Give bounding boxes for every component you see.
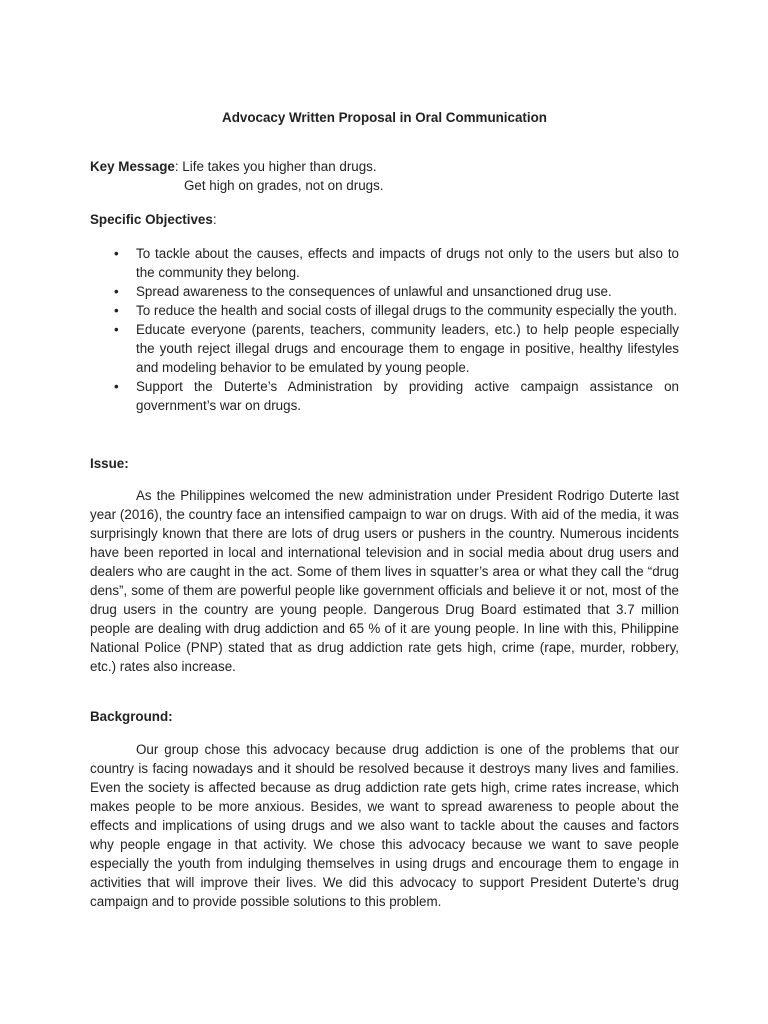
objective-text: Spread awareness to the consequences of unlawful and unsanctioned drug use. bbox=[136, 284, 612, 299]
document-page bbox=[90, 0, 679, 1024]
issue-paragraph: As the Philippines welcomed the new administration under President Rodrigo Duterte last year (2016), the country face an intensified campaign to war on drugs. With aid of the media, it was surprisingly known that there are lots of drug users or pushers in the country. Numerous incidents have been reported in local and international television and in social media about drug users and dealers who are caught in the act. Some of them lives in squatter’s area or what they call the “drug dens”, some of them are powerful people like government officials and believe it or not, most of the drug users in the country are young people. Dangerous Drug Board estimated that 3.7 million people are dealing with drug addiction and 65 % of it are young people. In line with this, Philippine National Police (PNP) stated that as drug addiction rate gets high, crime (rape, murder, robbery, etc.) rates also increase. bbox=[90, 488, 679, 674]
background-heading: Background: bbox=[90, 709, 173, 724]
document-title: Advocacy Written Proposal in Oral Communication bbox=[222, 110, 547, 125]
objectives-heading bbox=[90, 210, 217, 229]
objective-item bbox=[90, 244, 679, 282]
objectives-heading-text: Specific Objectives bbox=[90, 212, 213, 227]
bullet-icon: • bbox=[114, 284, 119, 299]
objective-item bbox=[90, 377, 679, 415]
key-message-text-1: : Life takes you higher than drugs. bbox=[174, 159, 377, 174]
bullet-icon: • bbox=[114, 379, 119, 394]
key-message-text-2: Get high on grades, not on drugs. bbox=[184, 178, 384, 193]
key-message-label: Key Message bbox=[90, 159, 175, 174]
key-message-line-1 bbox=[90, 157, 679, 176]
objectives-list bbox=[90, 244, 679, 415]
key-message-section bbox=[90, 157, 679, 195]
objective-item bbox=[90, 320, 679, 377]
bullet-icon: • bbox=[114, 303, 119, 318]
objective-text: To tackle about the causes, effects and impacts of drugs not only to the users but also to the community they belong. bbox=[136, 246, 679, 280]
objective-text: To reduce the health and social costs of illegal drugs to the community especially the youth. bbox=[136, 303, 678, 318]
objective-text: Educate everyone (parents, teachers, community leaders, etc.) to help people especially the youth reject illegal drugs and encourage them to engage in positive, healthy lifestyles and modeling behavior to be emulated by young people. bbox=[136, 322, 679, 375]
background-paragraph: Our group chose this advocacy because drug addiction is one of the problems that our country is facing nowadays and it should be resolved because it destroys many lives and families. Even the society is affected because as drug addiction rate gets high, crime rates increase, which makes people to be more anxious. Besides, we want to spread awareness to people about the effects and implications of using drugs and we also want to tackle about the causes and factors why people engage in that activity. We chose this advocacy because we want to save people especially the youth from indulging themselves in using drugs and encourage them to engage in activities that will improve their lives. We did this advocacy to support President Duterte’s drug campaign and to provide possible solutions to this problem. bbox=[90, 742, 679, 909]
issue-heading: Issue: bbox=[90, 456, 129, 471]
objective-item bbox=[90, 282, 679, 301]
bullet-icon: • bbox=[114, 246, 119, 261]
objectives-heading-colon: : bbox=[212, 212, 217, 227]
objective-item bbox=[90, 301, 679, 320]
bullet-icon: • bbox=[114, 322, 119, 337]
objective-text: Support the Duterte’s Administration by providing active campaign assistance on government’s war on drugs. bbox=[136, 379, 679, 413]
